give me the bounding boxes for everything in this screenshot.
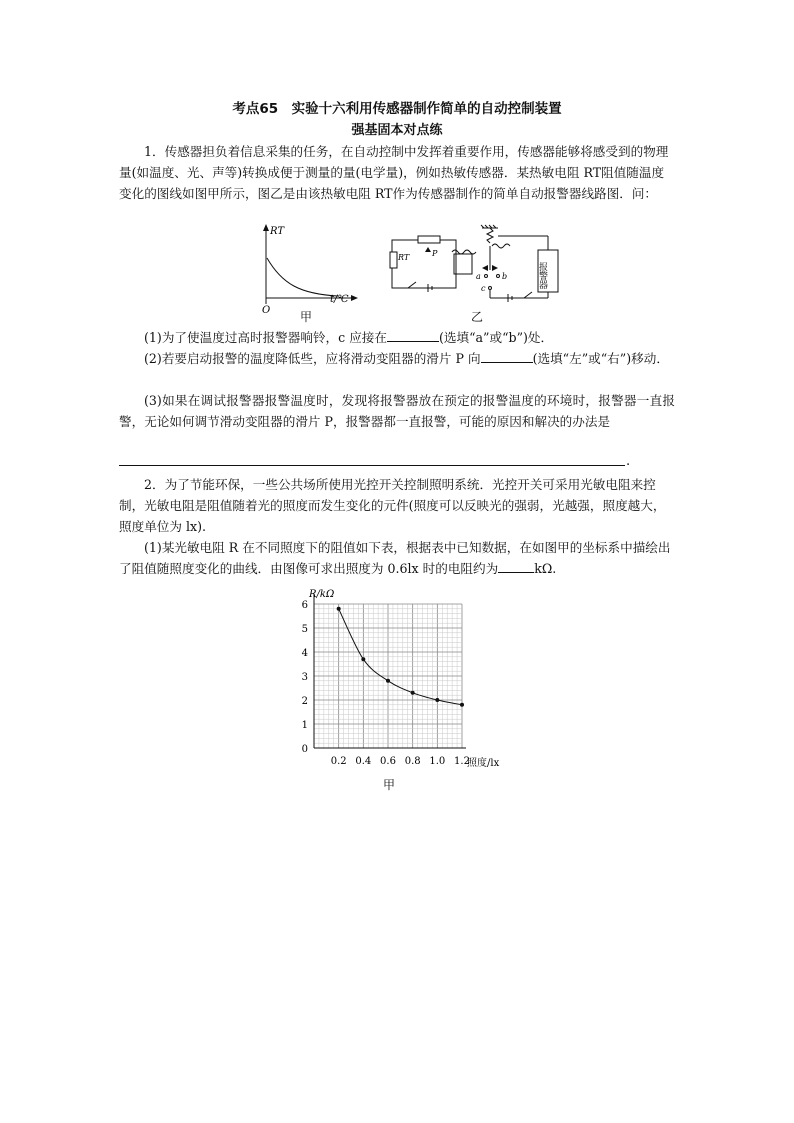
y-tick-label: 5 [301,624,308,635]
contact-c [489,287,492,290]
chart-ylabel: R/kΩ [309,589,335,600]
chart-xlabel: 照度/lx [467,758,500,769]
circuit-left-loop [392,240,456,288]
graph-x-arrow [351,295,358,301]
q1-sub3-text: (3)如果在调试报警器报警温度时，发现将报警器放在预定的报警温度的环境时，报警器一直报警，无论如何调节滑动变阻器的滑片 P，报警器都一直报警，可能的原因和解决的办法是 [119,393,675,429]
q2-sub1-post: kΩ. [534,561,557,576]
q1-sub1-text: (1)为了使温度过高时报警器响铃，c 应接在 [144,330,387,345]
q2-stem: 2．为了节能环保，一些公共场所使用光控开关控制照明系统．光控开关可采用光敏电阻来控制，光敏电阻是阻值随着光的照度而发生变化的元件(照度可以反映光的强弱，光越强，照度越大，照度单位为 lx). [119,477,666,534]
chart-x-ticks [331,756,470,767]
y-tick-label: 1 [301,720,308,731]
label-c: c [481,284,486,293]
electromagnet-core [454,254,472,274]
y-tick-label: 4 [301,648,308,659]
q1-sub2-post: (选填“左”或“右”)移动． [532,351,669,366]
graph-xlabel: t/℃ [330,294,349,305]
q1-sub3 [119,390,675,432]
x-tick-label: 0.6 [380,756,396,767]
x-tick-label: 0.2 [330,756,347,767]
q2-fig-label: 甲 [383,778,396,792]
contact-a-arrow [482,265,488,271]
data-point [460,703,464,707]
contact-b-arrow [492,265,498,271]
contact-b [497,275,500,278]
y-tick-label: 0 [301,744,308,755]
chart-grid [314,604,462,748]
graph-ylabel: RT [270,226,285,237]
q1-stem: 1．传感器担负着信息采集的任务，在自动控制中发挥着重要作用，传感器能够将感受到的物理量(如温度、光、声等)转换成便于测量的量(电学量)，例如热敏传感器．某热敏电阻 RT阻值随温度变化的图线如图甲所示，图乙是由该热敏电阻 RT作为传感器制作的简单自动报警器线路图．问： [119,144,669,201]
data-point [411,691,415,695]
q1-fig-jia-label: 甲 [300,310,313,324]
thermistor-symbol [390,252,397,268]
q1-sub3-period: . [626,454,631,469]
graph-curve [267,258,338,296]
q2-chart [295,588,520,773]
x-tick-label: 1.2 [454,756,470,767]
x-tick-label: 1.0 [429,756,446,767]
switch-right [524,292,532,298]
coil-right [492,244,510,248]
q2-sub1-blank[interactable] [498,560,534,573]
contact-a [485,275,488,278]
y-tick-label: 3 [301,672,308,683]
label-alarm: 报警器 [537,262,547,289]
spring [487,228,493,243]
q1-sub2-text: (2)若要启动报警的温度降低些，应将滑动变阻器的滑片 P 向 [144,351,481,366]
data-point [435,698,439,702]
q1-sub3-answer-line[interactable] [119,465,625,466]
q1-sub2 [119,348,675,369]
data-point [386,679,390,683]
q1-sub2-blank[interactable] [481,350,533,363]
graph-origin: O [262,305,271,316]
chart-y-ticks [302,600,308,755]
label-a: a [476,272,481,281]
label-b: b [502,272,508,281]
q1-sub1 [119,327,675,348]
switch-left [408,282,416,288]
q2-sub1 [119,537,675,579]
x-tick-label: 0.4 [355,756,372,767]
data-point [337,607,341,611]
q1-figure-yi-circuit [388,224,563,306]
rheostat-symbol [418,236,440,243]
y-tick-label: 6 [301,600,308,611]
section-subtitle: 强基固本对点练 [351,123,443,138]
slider-P [425,247,431,252]
graph-y-arrow [263,224,269,231]
data-point [361,657,365,661]
x-tick-label: 0.8 [404,756,421,767]
q1-figure-jia [250,222,380,322]
page-title: 考点65 实验十六利用传感器制作简单的自动控制装置 [232,101,562,117]
q1-sub1-post: (选填“a”或“b”)处． [439,330,554,345]
q1-fig-yi-label: 乙 [471,310,484,324]
q2-sub1-text: (1)某光敏电阻 R 在不同照度下的阻值如下表，根据表中已知数据，在如图甲的坐标系中描绘出了阻值随照度变化的曲线．由图像可求出照度为 0.6lx 时的电阻约为 [119,540,671,576]
q1-sub1-blank[interactable] [387,329,439,342]
label-P: P [432,249,438,258]
y-tick-label: 2 [301,696,308,707]
label-RT: RT [398,253,410,262]
